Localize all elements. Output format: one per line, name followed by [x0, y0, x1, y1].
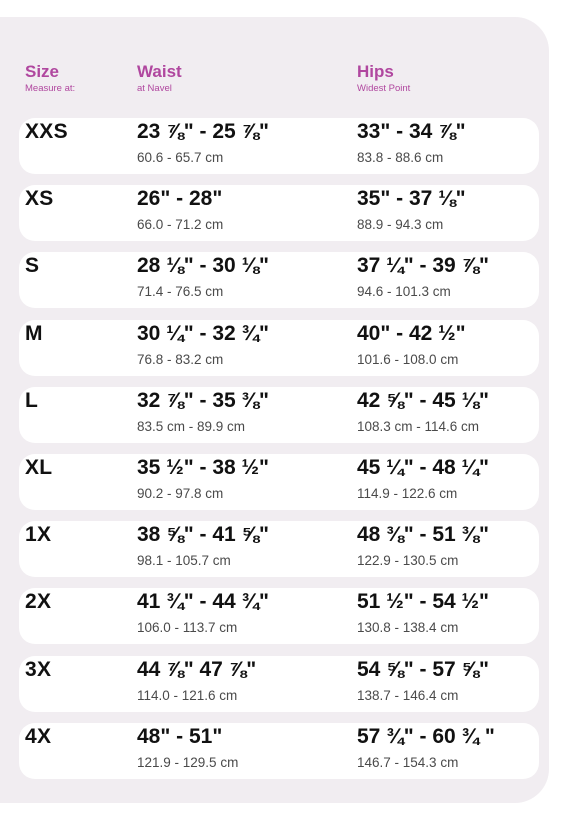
- size-label: XL: [25, 456, 53, 479]
- waist-cell: [137, 522, 269, 570]
- waist-cell: [137, 589, 269, 637]
- waist-cell: [137, 186, 223, 234]
- waist-cell: [137, 657, 256, 705]
- hips-inches: 35" - 37 ⅛": [357, 187, 466, 210]
- size-label: 1X: [25, 523, 52, 546]
- hips-cm: 94.6 - 101.3 cm: [357, 284, 451, 299]
- table-row: [19, 656, 539, 712]
- header-size-title: Size: [25, 62, 60, 81]
- table-row: [19, 387, 539, 443]
- hips-cm: 88.9 - 94.3 cm: [357, 217, 444, 232]
- waist-cell: [137, 321, 269, 369]
- waist-inches: 44 ⅞" 47 ⅞": [137, 658, 257, 681]
- table-header: [0, 62, 562, 102]
- table-row: [19, 252, 539, 308]
- hips-inches: 54 ⅝" - 57 ⅝": [357, 658, 489, 681]
- waist-cell: [137, 724, 238, 772]
- header-waist: [137, 62, 182, 96]
- waist-inches: 41 ¾" - 44 ¾": [137, 590, 269, 613]
- hips-cm: 83.8 - 88.6 cm: [357, 150, 444, 165]
- size-label: 2X: [25, 590, 52, 613]
- header-waist-title: Waist: [137, 62, 182, 81]
- header-hips-subtitle: Widest Point: [357, 83, 411, 94]
- hips-cell: [357, 388, 489, 436]
- hips-inches: 57 ¾" - 60 ¾ ": [357, 725, 495, 748]
- waist-inches: 23 ⅞" - 25 ⅞": [137, 120, 269, 143]
- hips-inches: 51 ½" - 54 ½": [357, 590, 489, 613]
- hips-inches: 33" - 34 ⅞": [357, 120, 466, 143]
- table-row: [19, 118, 539, 174]
- hips-cell: [357, 522, 489, 570]
- waist-cm: 121.9 - 129.5 cm: [137, 755, 239, 770]
- header-hips: [357, 62, 410, 96]
- hips-cell: [357, 657, 489, 705]
- hips-cell: [357, 119, 466, 167]
- hips-cm: 138.7 - 146.4 cm: [357, 688, 459, 703]
- size-label: XS: [25, 187, 54, 210]
- table-row: [19, 185, 539, 241]
- waist-cm: 83.5 cm - 89.9 cm: [137, 419, 246, 434]
- waist-cell: [137, 253, 269, 301]
- hips-cell: [357, 253, 489, 301]
- waist-cm: 90.2 - 97.8 cm: [137, 486, 224, 501]
- hips-inches: 42 ⅝" - 45 ⅛": [357, 389, 489, 412]
- waist-inches: 32 ⅞" - 35 ⅜": [137, 389, 269, 412]
- header-hips-title: Hips: [357, 62, 394, 81]
- hips-cm: 101.6 - 108.0 cm: [357, 352, 459, 367]
- waist-cm: 66.0 - 71.2 cm: [137, 217, 224, 232]
- waist-cell: [137, 388, 269, 436]
- size-label: L: [25, 389, 39, 412]
- waist-inches: 30 ¼" - 32 ¾": [137, 322, 269, 345]
- header-size: [25, 62, 75, 96]
- waist-inches: 35 ½" - 38 ½": [137, 456, 269, 479]
- hips-cm: 108.3 cm - 114.6 cm: [357, 419, 480, 434]
- hips-inches: 48 ⅜" - 51 ⅜": [357, 523, 489, 546]
- waist-inches: 38 ⅝" - 41 ⅝": [137, 523, 269, 546]
- hips-cm: 130.8 - 138.4 cm: [357, 620, 459, 635]
- table-row: [19, 320, 539, 376]
- table-row: [19, 521, 539, 577]
- hips-cell: [357, 186, 466, 234]
- waist-cm: 106.0 - 113.7 cm: [137, 620, 238, 635]
- hips-cm: 146.7 - 154.3 cm: [357, 755, 459, 770]
- hips-cm: 114.9 - 122.6 cm: [357, 486, 458, 501]
- header-waist-subtitle: at Navel: [137, 83, 172, 94]
- waist-inches: 28 ⅛" - 30 ⅛": [137, 254, 269, 277]
- waist-cm: 60.6 - 65.7 cm: [137, 150, 224, 165]
- table-row: [19, 588, 539, 644]
- waist-cell: [137, 455, 269, 503]
- waist-inches: 26" - 28": [137, 187, 223, 210]
- size-label: S: [25, 254, 40, 277]
- hips-cell: [357, 321, 466, 369]
- waist-cm: 114.0 - 121.6 cm: [137, 688, 238, 703]
- size-label: M: [25, 322, 43, 345]
- hips-inches: 37 ¼" - 39 ⅞": [357, 254, 489, 277]
- table-row: [19, 454, 539, 510]
- waist-cm: 71.4 - 76.5 cm: [137, 284, 224, 299]
- waist-cm: 76.8 - 83.2 cm: [137, 352, 224, 367]
- waist-cell: [137, 119, 269, 167]
- waist-cm: 98.1 - 105.7 cm: [137, 553, 231, 568]
- size-label: XXS: [25, 120, 68, 143]
- hips-cell: [357, 589, 489, 637]
- hips-inches: 45 ¼" - 48 ¼": [357, 456, 489, 479]
- hips-cell: [357, 455, 489, 503]
- waist-inches: 48" - 51": [137, 725, 223, 748]
- hips-cell: [357, 724, 495, 772]
- header-size-subtitle: Measure at:: [25, 83, 76, 94]
- hips-inches: 40" - 42 ½": [357, 322, 466, 345]
- hips-cm: 122.9 - 130.5 cm: [357, 553, 459, 568]
- size-label: 3X: [25, 658, 52, 681]
- size-label: 4X: [25, 725, 52, 748]
- table-row: [19, 723, 539, 779]
